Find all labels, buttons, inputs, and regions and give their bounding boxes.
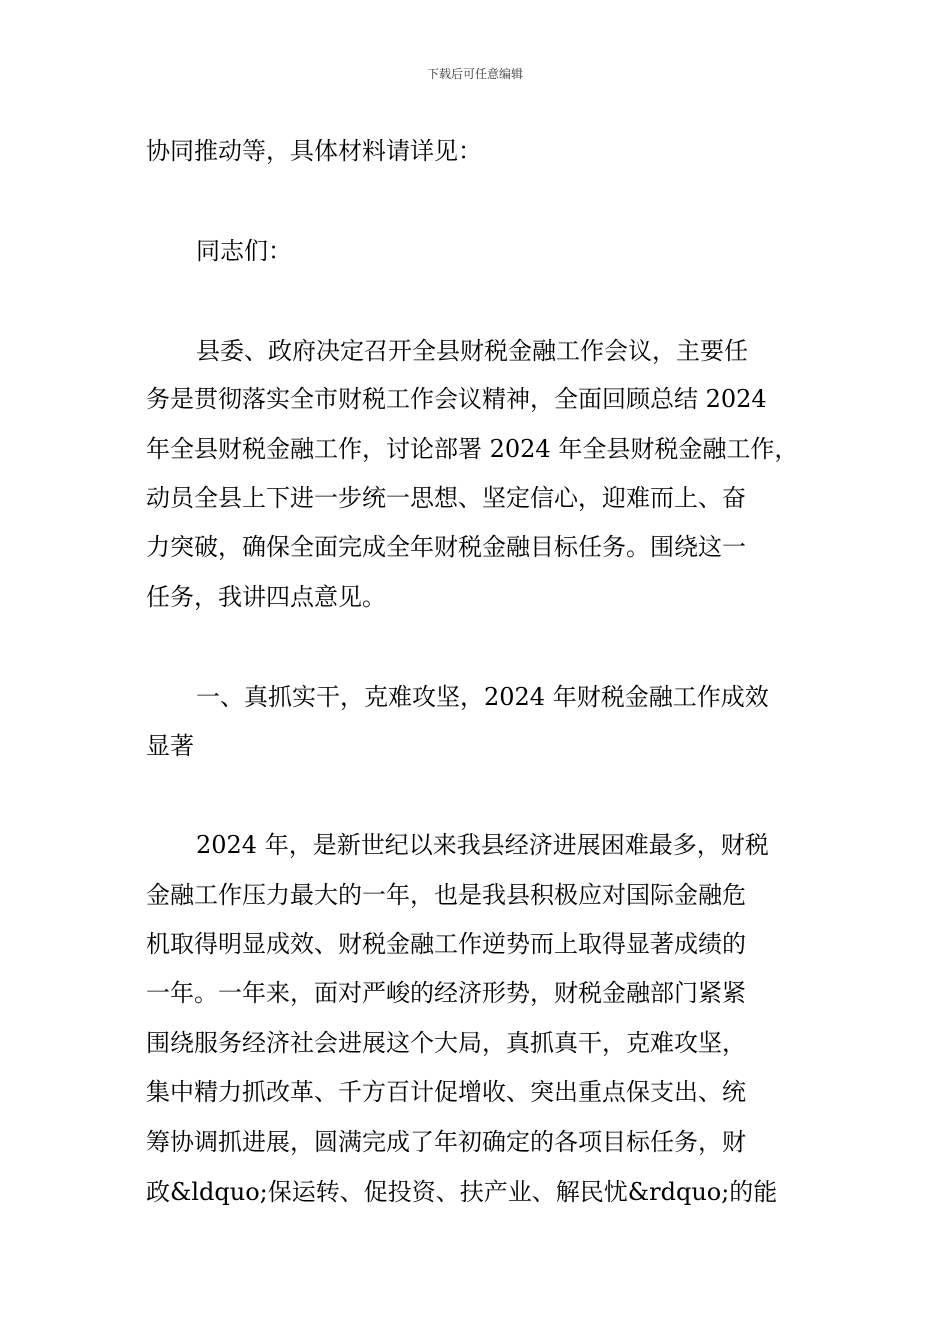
paragraph-1-line-2: 务是贯彻落实全市财税工作会议精神，全面回顾总结 2024	[146, 385, 767, 413]
paragraph-1-line-5: 力突破，确保全面完成全年财税金融目标任务。围绕这一	[146, 533, 746, 561]
paragraph-2-line-4: 一年。一年来，面对严峻的经济形势，财税金融部门紧紧	[146, 979, 746, 1007]
paragraph-1-line-6: 任务，我讲四点意见。	[146, 583, 386, 611]
paragraph-2-line-5: 围绕服务经济社会进展这个大局，真抓真干，克难攻坚，	[146, 1029, 746, 1057]
body-line-1: 协同推动等，具体材料请详见：	[146, 137, 482, 165]
section-heading-line-1: 一、真抓实干，克难攻坚，2024 年财税金融工作成效	[196, 683, 769, 711]
paragraph-2-line-1: 2024 年，是新世纪以来我县经济进展困难最多，财税	[196, 831, 769, 859]
paragraph-2-line-8: 政&ldquo;保运转、促投资、扶产业、解民忧&rdquo;的能	[146, 1178, 778, 1206]
page-header-note: 下载后可任意编辑	[426, 67, 523, 81]
paragraph-2-line-2: 金融工作压力最大的一年，也是我县积极应对国际金融危	[146, 881, 746, 909]
paragraph-1-line-4: 动员全县上下进一步统一思想、坚定信心，迎难而上、奋	[146, 484, 746, 512]
paragraph-2-line-7: 筹协调抓进展，圆满完成了年初确定的各项目标任务，财	[146, 1128, 746, 1156]
paragraph-2-line-3: 机取得明显成效、财税金融工作逆势而上取得显著成绩的	[146, 930, 746, 958]
paragraph-1-line-3: 年全县财税金融工作，讨论部署 2024 年全县财税金融工作，	[146, 435, 799, 463]
section-heading-line-2: 显著	[146, 732, 194, 760]
paragraph-1-line-1: 县委、政府决定召开全县财税金融工作会议，主要任	[196, 337, 748, 365]
salutation-line: 同志们：	[196, 237, 292, 265]
paragraph-2-line-6: 集中精力抓改革、千方百计促增收、突出重点保支出、统	[146, 1078, 746, 1106]
